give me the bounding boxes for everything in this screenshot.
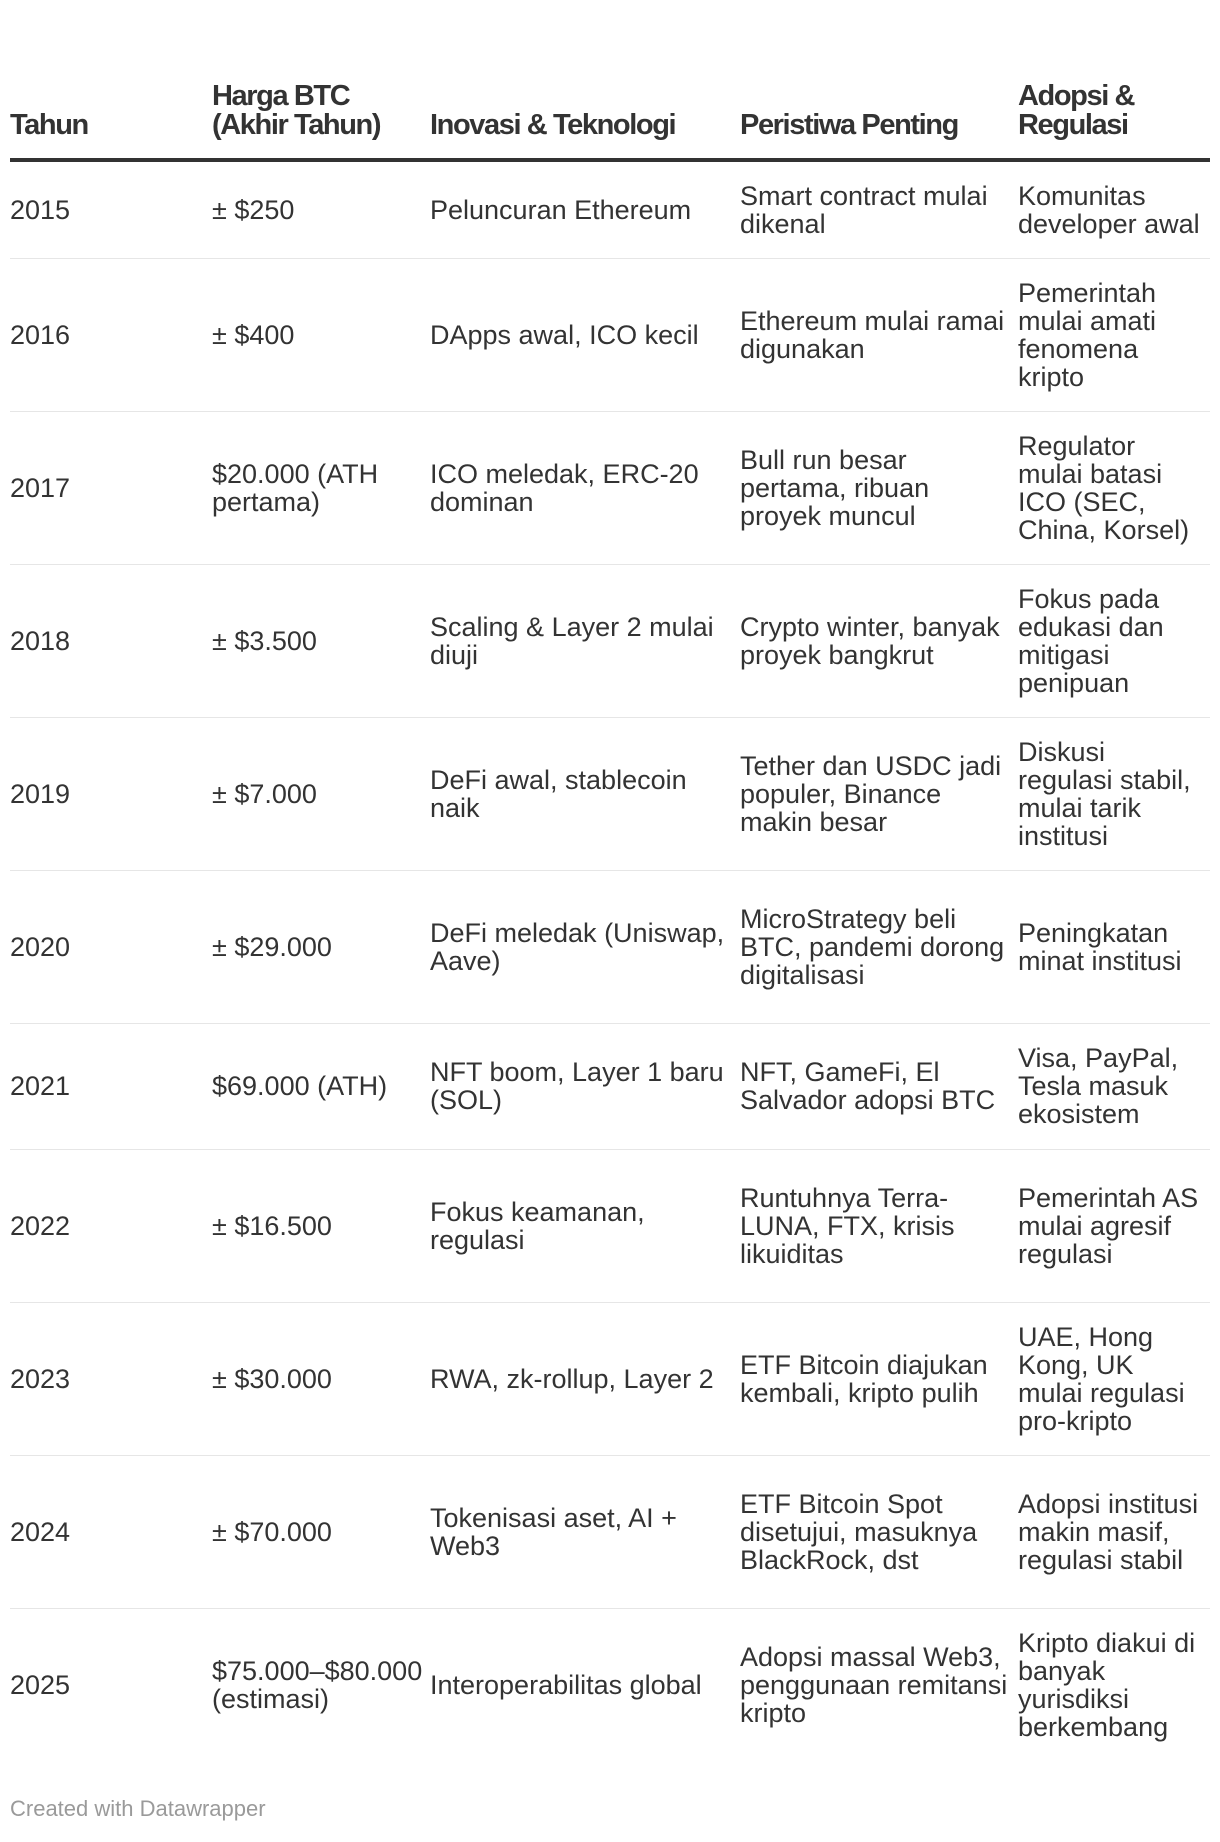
header-peristiwa-penting[interactable]: Peristiwa Penting xyxy=(740,40,1018,160)
table-row xyxy=(10,1149,1210,1302)
cell-event: Ethereum mulai ramai digunakan xyxy=(740,258,1018,411)
table-row xyxy=(10,1608,1210,1761)
table-row xyxy=(10,1455,1210,1608)
cell-event: ETF Bitcoin Spot disetujui, masuknya BlackRock, dst xyxy=(740,1455,1018,1608)
table-row xyxy=(10,564,1210,717)
cell-year: 2025 xyxy=(10,1669,71,1700)
cell-year: 2024 xyxy=(10,1455,212,1608)
cell-event: Runtuhnya Terra-LUNA, FTX, krisis likuiditas xyxy=(740,1149,1018,1302)
cell-year: 2017 xyxy=(10,411,212,564)
cell-year: 2020 xyxy=(10,870,212,1023)
crypto-timeline-table xyxy=(10,40,1210,1761)
cell-event: Tether dan USDC jadi populer, Binance makin besar xyxy=(740,717,1018,870)
table-row xyxy=(10,1302,1210,1455)
cell-adoption: Regulator mulai batasi ICO (SEC, China, Korsel) xyxy=(1018,411,1210,564)
table-row xyxy=(10,1023,1210,1149)
table-row xyxy=(10,411,1210,564)
cell-adoption: Fokus pada edukasi dan mitigasi penipuan xyxy=(1018,564,1210,717)
cell-innovation: DApps awal, ICO kecil xyxy=(430,258,740,411)
datawrapper-credit[interactable]: Created with Datawrapper xyxy=(10,1796,266,1821)
cell-event: Crypto winter, banyak proyek bangkrut xyxy=(740,564,1018,717)
cell-adoption: Visa, PayPal, Tesla masuk ekosistem xyxy=(1018,1023,1210,1149)
table-header xyxy=(10,40,1210,160)
header-adopsi-regulasi[interactable]: Adopsi & Regulasi xyxy=(1018,40,1210,160)
cell-adoption: Kripto diakui di banyak yurisdiksi berkembang xyxy=(1018,1627,1196,1742)
cell-year: 2022 xyxy=(10,1149,212,1302)
cell-innovation: DeFi meledak (Uniswap, Aave) xyxy=(430,870,740,1023)
cell-innovation: Scaling & Layer 2 mulai diuji xyxy=(430,564,740,717)
table-row xyxy=(10,717,1210,870)
cell-adoption: Pemerintah AS mulai agresif regulasi xyxy=(1018,1149,1210,1302)
cell-btc-price: ± $250 xyxy=(212,160,430,258)
cell-btc-price: ± $70.000 xyxy=(212,1455,430,1608)
cell-year: 2018 xyxy=(10,564,212,717)
cell-btc-price: ± $400 xyxy=(212,258,430,411)
cell-year: 2019 xyxy=(10,717,212,870)
cell-event: NFT, GameFi, El Salvador adopsi BTC xyxy=(740,1023,1018,1149)
cell-btc-price: ± $16.500 xyxy=(212,1149,430,1302)
cell-year: 2021 xyxy=(10,1023,212,1149)
cell-adoption: Adopsi institusi makin masif, regulasi stabil xyxy=(1018,1455,1210,1608)
table-row xyxy=(10,160,1210,258)
cell-adoption: Komunitas developer awal xyxy=(1018,160,1210,258)
cell-adoption: Diskusi regulasi stabil, mulai tarik institusi xyxy=(1018,717,1210,870)
cell-innovation: Tokenisasi aset, AI + Web3 xyxy=(430,1455,740,1608)
table-row xyxy=(10,258,1210,411)
cell-year: 2015 xyxy=(10,160,212,258)
cell-btc-price: ± $29.000 xyxy=(212,870,430,1023)
header-harga-btc[interactable]: Harga BTC (Akhir Tahun) xyxy=(212,40,430,160)
cell-innovation: Fokus keamanan, regulasi xyxy=(430,1149,740,1302)
cell-event: MicroStrategy beli BTC, pandemi dorong digitalisasi xyxy=(740,870,1018,1023)
cell-btc-price: $69.000 (ATH) xyxy=(212,1023,430,1149)
cell-innovation: RWA, zk-rollup, Layer 2 xyxy=(430,1302,740,1455)
cell-btc-price: ± $3.500 xyxy=(212,564,430,717)
cell-btc-price: $75.000–$80.000 (estimasi) xyxy=(212,1655,423,1714)
cell-btc-price: ± $30.000 xyxy=(212,1302,430,1455)
table-row xyxy=(10,870,1210,1023)
cell-innovation: ICO meledak, ERC-20 dominan xyxy=(430,411,740,564)
cell-innovation: Interoperabilitas global xyxy=(430,1669,702,1700)
cell-btc-price: ± $7.000 xyxy=(212,717,430,870)
cell-adoption: Peningkatan minat institusi xyxy=(1018,870,1210,1023)
cell-adoption: Pemerintah mulai amati fenomena kripto xyxy=(1018,258,1210,411)
cell-event: Bull run besar pertama, ribuan proyek muncul xyxy=(740,411,1018,564)
table-body xyxy=(10,160,1210,1761)
cell-innovation: DeFi awal, stablecoin naik xyxy=(430,717,740,870)
cell-innovation: NFT boom, Layer 1 baru (SOL) xyxy=(430,1023,740,1149)
cell-event: ETF Bitcoin diajukan kembali, kripto pulih xyxy=(740,1302,1018,1455)
cell-innovation: Peluncuran Ethereum xyxy=(430,160,740,258)
cell-adoption: UAE, Hong Kong, UK mulai regulasi pro-kripto xyxy=(1018,1302,1210,1455)
header-inovasi-teknologi[interactable]: Inovasi & Teknologi xyxy=(430,40,740,160)
cell-year: 2016 xyxy=(10,258,212,411)
header-row xyxy=(10,40,1210,160)
cell-event: Smart contract mulai dikenal xyxy=(740,160,1018,258)
header-tahun[interactable]: Tahun xyxy=(10,40,212,160)
cell-year: 2023 xyxy=(10,1302,212,1455)
cell-btc-price: $20.000 (ATH pertama) xyxy=(212,411,430,564)
cell-event: Adopsi massal Web3, penggunaan remitansi kripto xyxy=(740,1641,1008,1728)
